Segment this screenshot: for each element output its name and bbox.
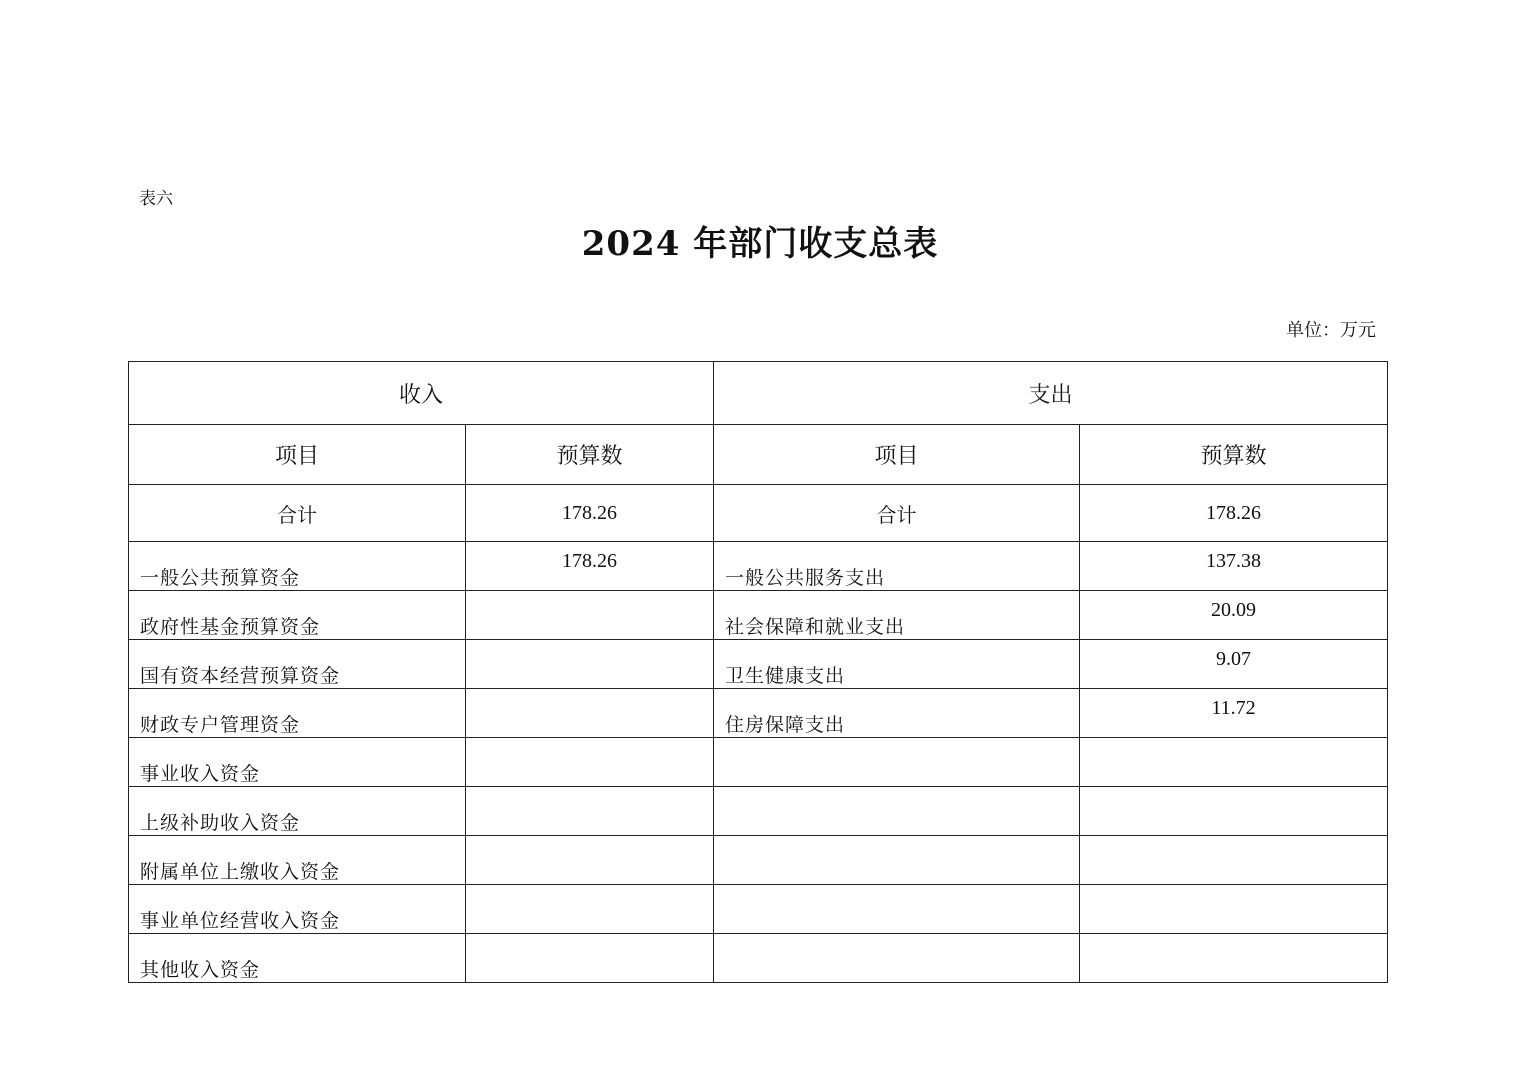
- income-amount-cell: [466, 738, 714, 787]
- unit-label: 单位：万元: [1286, 320, 1376, 341]
- table-row: [129, 738, 1388, 787]
- income-amount-cell: [466, 787, 714, 836]
- table-row: [129, 934, 1388, 983]
- expense-item-cell: [714, 934, 1080, 983]
- income-amount-cell: [466, 591, 714, 640]
- income-item-cell: 政府性基金预算资金: [129, 591, 466, 640]
- income-item-cell: 附属单位上缴收入资金: [129, 836, 466, 885]
- expense-item-cell: 卫生健康支出: [714, 640, 1080, 689]
- total-row: [129, 485, 1388, 542]
- table-row: [129, 836, 1388, 885]
- table-row: [129, 787, 1388, 836]
- expense-item-cell: [714, 787, 1080, 836]
- income-item-cell: 一般公共预算资金: [129, 542, 466, 591]
- income-expense-summary-table: [128, 361, 1388, 983]
- expense-item-cell: [714, 738, 1080, 787]
- expense-total-amount: 178.26: [1080, 485, 1388, 542]
- income-group-header: 收入: [129, 362, 714, 425]
- income-amount-cell: [466, 934, 714, 983]
- table-row: [129, 640, 1388, 689]
- income-amount-header: 预算数: [466, 425, 714, 485]
- table-row: [129, 591, 1388, 640]
- table-row: [129, 689, 1388, 738]
- expense-amount-cell: [1080, 738, 1388, 787]
- table-row: [129, 542, 1388, 591]
- expense-amount-cell: 137.38: [1080, 542, 1388, 591]
- income-amount-cell: [466, 689, 714, 738]
- expense-amount-cell: 11.72: [1080, 689, 1388, 738]
- table-label: 表六: [139, 189, 173, 209]
- income-total-amount: 178.26: [466, 485, 714, 542]
- table-row: [129, 885, 1388, 934]
- income-item-header: 项目: [129, 425, 466, 485]
- expense-item-cell: 住房保障支出: [714, 689, 1080, 738]
- expense-amount-cell: [1080, 885, 1388, 934]
- income-amount-cell: [466, 885, 714, 934]
- income-amount-cell: [466, 640, 714, 689]
- expense-item-cell: [714, 885, 1080, 934]
- page-title: 2024 年部门收支总表: [581, 224, 939, 264]
- expense-amount-cell: [1080, 836, 1388, 885]
- expense-amount-cell: 9.07: [1080, 640, 1388, 689]
- expense-amount-cell: 20.09: [1080, 591, 1388, 640]
- income-amount-cell: 178.26: [466, 542, 714, 591]
- expense-item-cell: 一般公共服务支出: [714, 542, 1080, 591]
- income-item-cell: 事业收入资金: [129, 738, 466, 787]
- income-item-cell: 其他收入资金: [129, 934, 466, 983]
- income-item-cell: 上级补助收入资金: [129, 787, 466, 836]
- expense-amount-header: 预算数: [1080, 425, 1388, 485]
- column-header-row: [129, 425, 1388, 485]
- expense-item-cell: 社会保障和就业支出: [714, 591, 1080, 640]
- expense-amount-cell: [1080, 934, 1388, 983]
- income-item-cell: 国有资本经营预算资金: [129, 640, 466, 689]
- income-total-label: 合计: [129, 485, 466, 542]
- expense-total-label: 合计: [714, 485, 1080, 542]
- expense-amount-cell: [1080, 787, 1388, 836]
- expense-item-cell: [714, 836, 1080, 885]
- group-header-row: [129, 362, 1388, 425]
- expense-group-header: 支出: [714, 362, 1388, 425]
- expense-item-header: 项目: [714, 425, 1080, 485]
- income-item-cell: 事业单位经营收入资金: [129, 885, 466, 934]
- table-body: [129, 542, 1388, 983]
- income-item-cell: 财政专户管理资金: [129, 689, 466, 738]
- income-amount-cell: [466, 836, 714, 885]
